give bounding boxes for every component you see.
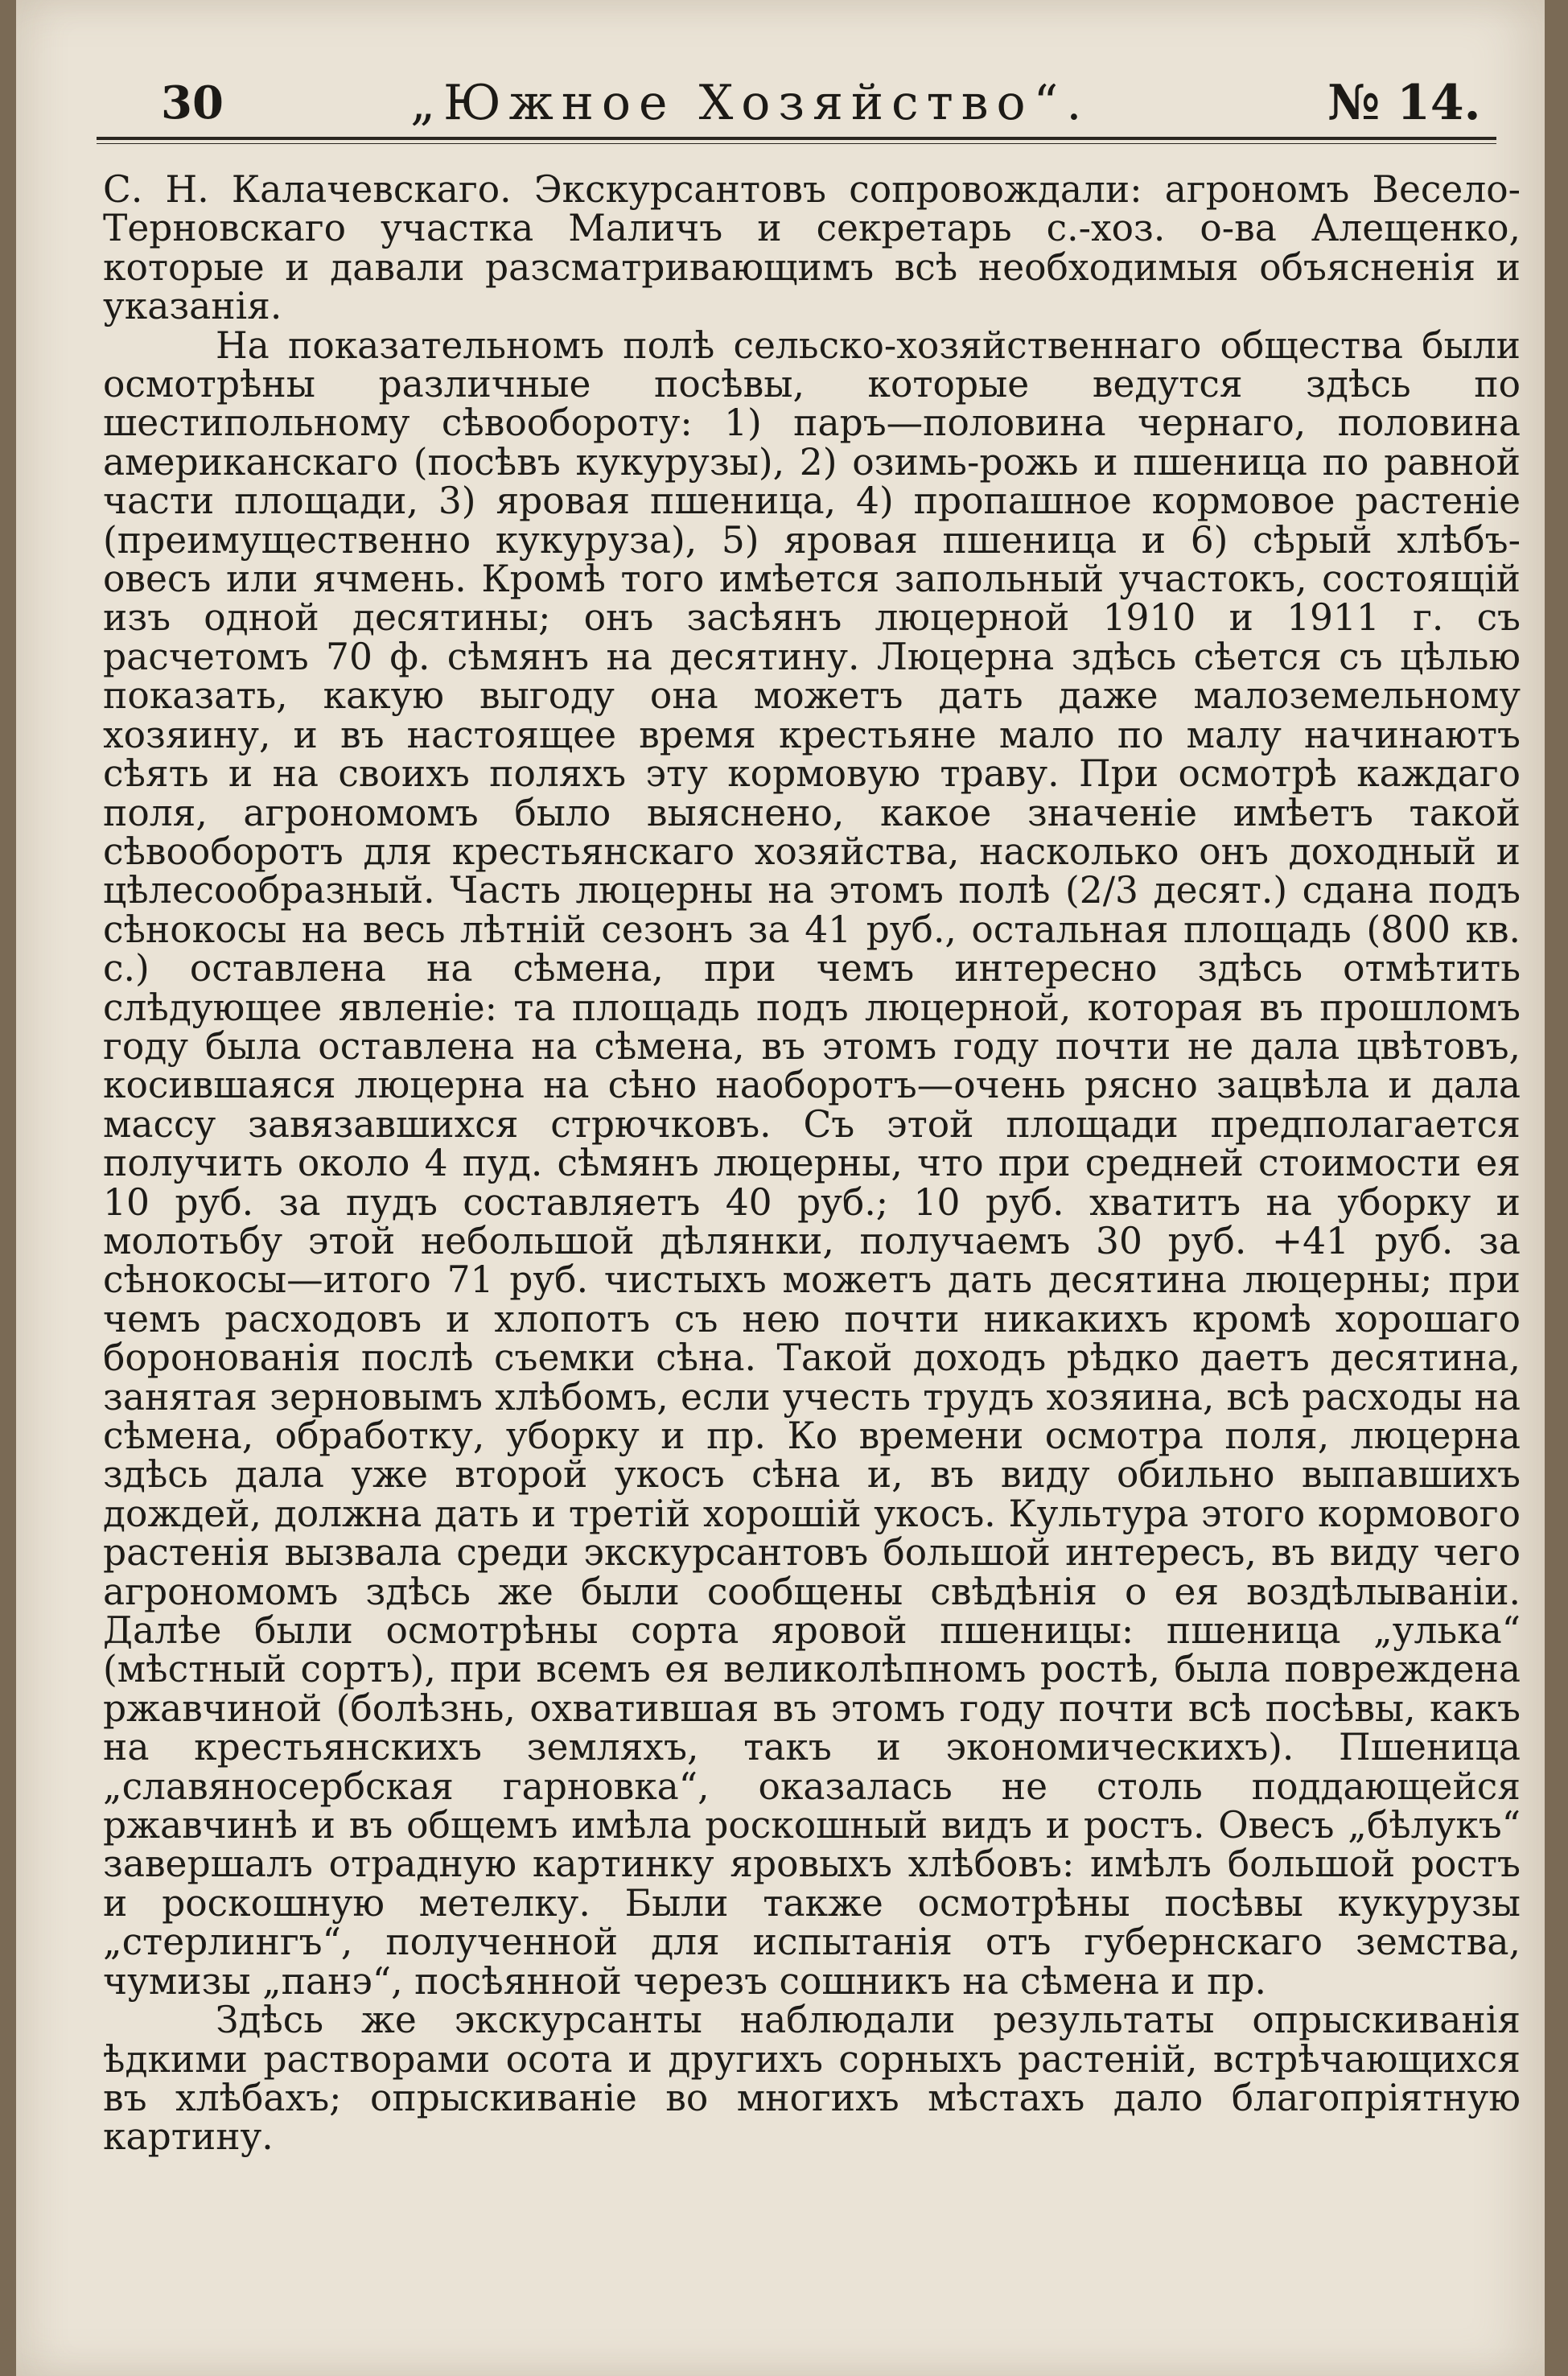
issue-number: № 14. [1327, 75, 1481, 131]
running-header [97, 71, 1496, 135]
journal-page [16, 0, 1545, 2376]
paragraph-demonstration-field: На показательномъ полѣ сельско-хозяйственнаго общества были осмотрѣны различные посѣвы, которые ведутся здѣсь по шестипольному сѣвообороту: 1) паръ—половина чернаго, половина американскаго (посѣвъ кукурузы), 2) озимь-рожь и пшеница по равной части площади, 3) яровая пшеница, 4) пропашное кормовое растеніе (преимущественно кукуруза), 5) яровая пшеница и 6) сѣрый хлѣбъ-овесъ или ячмень. Кромѣ того имѣется запольный участокъ, состоящій изъ одной десятины; онъ засѣянъ люцерной 1910 и 1911 г. съ расчетомъ 70 ф. сѣмянъ на десятину. Люцерна здѣсь сѣется съ цѣлью показать, какую выгоду она можетъ дать даже малоземельному хозяину, и въ настоящее время крестьяне мало по малу начинаютъ сѣять и на своихъ поляхъ эту кормовую траву. При осмотрѣ каждаго поля, агрономомъ было выяснено, какое значеніе имѣетъ такой сѣвооборотъ для крестьянскаго хозяйства, насколько онъ доходный и цѣлесообразный. Часть люцерны на этомъ полѣ (2/3 десят.) сдана подъ сѣнокосы на весь лѣтній сезонъ за 41 руб., остальная площадь (800 кв. с.) оставлена на сѣмена, при чемъ интересно здѣсь отмѣтить слѣдующее явленіе: та площадь подъ люцерной, которая въ прошломъ году была оставлена на сѣмена, въ этомъ году почти не дала цвѣтовъ, косившаяся люцерна на сѣно наоборотъ—очень рясно зацвѣла и дала массу завязавшихся стрючковъ. Съ этой площади предполагается получить около 4 пуд. сѣмянъ люцерны, что при средней стоимости ея 10 руб. за пудъ составляетъ 40 руб.; 10 руб. хватитъ на уборку и молотьбу этой небольшой дѣлянки, получаемъ 30 руб. +41 руб. за сѣнокосы—итого 71 руб. чистыхъ можетъ дать десятина люцерны; при чемъ расходовъ и хлопотъ съ нею почти никакихъ кромѣ хорошаго боронованія послѣ съемки сѣна. Такой доходъ рѣдко даетъ десятина, занятая зерновымъ хлѣбомъ, если учесть трудъ хозяина, всѣ расходы на сѣмена, обработку, уборку и пр. Ко времени осмотра поля, люцерна здѣсь дала уже второй укосъ сѣна и, въ виду обильно выпавшихъ дождей, должна дать и третій хорошій укосъ. Культура этого кормового растенія вызвала среди экскурсантовъ большой интересъ, въ виду чего агрономомъ здѣсь же были сообщены свѣдѣнія о ея воздѣлываніи. Далѣе были осмотрѣны сорта яровой пшеницы: пшеница „улька“ (мѣстный сортъ), при всемъ ея великолѣпномъ ростѣ, была повреждена ржавчиной (болѣзнь, охватившая въ этомъ году почти всѣ посѣвы, какъ на крестьянскихъ земляхъ, такъ и экономическихъ). Пшеница „славяносербская гарновка“, оказалась не столь поддающейся ржавчинѣ и въ общемъ имѣла роскошный видъ и ростъ. Овесъ „бѣлукъ“ завершалъ отрадную картинку яровыхъ хлѣбовъ: имѣлъ большой ростъ и роскошную метелку. Были также осмотрѣны посѣвы кукурузы „стерлингъ“, полученной для испытанія отъ губернскаго земства, чумизы „панэ“, посѣянной черезъ сошникъ на сѣмена и пр. [103, 323, 1521, 2003]
journal-title: „Южное Хозяйство“. [410, 75, 1090, 131]
page-number: 30 [161, 76, 224, 130]
header-rule [97, 137, 1496, 144]
paragraph-spraying: Здѣсь же экскурсанты наблюдали результаты опрыскиванія ѣдкими растворами осота и другихъ сорныхъ растеній, встрѣчающихся въ хлѣбахъ; опрыскиваніе во многихъ мѣстахъ дало благопріятную картину. [103, 1999, 1521, 2159]
article-text [103, 168, 1521, 2159]
paragraph-continuation: С. Н. Калачевскаго. Экскурсантовъ сопровождали: агрономъ Весело-Терновскаго участка Маличъ и секретарь с.-хоз. о-ва Алещенко, которые и давали разсматривающимъ всѣ необходимыя объясненія и указанія. [103, 168, 1521, 328]
